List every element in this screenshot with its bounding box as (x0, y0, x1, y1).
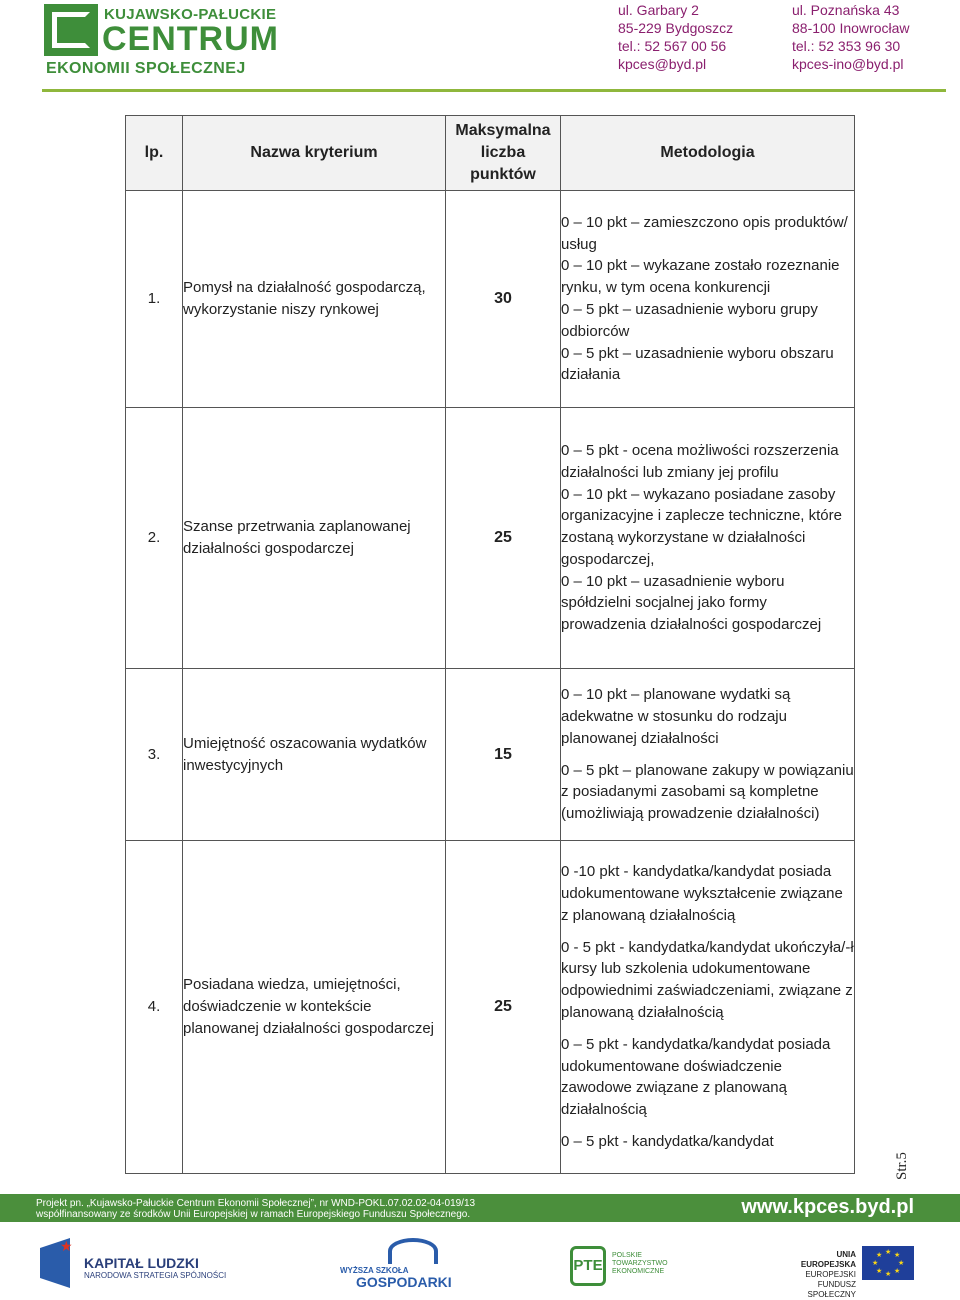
pte-logo-icon: PTE (570, 1246, 606, 1286)
wsg-logo-icon (388, 1238, 438, 1264)
table-row (126, 669, 855, 841)
row-number: 4. (126, 841, 183, 1174)
address-line: tel.: 52 567 00 56 (618, 38, 727, 54)
eu-line: FUNDUSZ SPOŁECZNY (807, 1280, 856, 1299)
header-max-points (446, 116, 561, 191)
project-line: współfinansowany ze środków Unii Europejskiej w ramach Europejskiego Funduszu Społecznego. (36, 1209, 471, 1220)
project-line: Projekt pn. „Kujawsko-Pałuckie Centrum Ekonomii Społecznej”, nr WND-POKL.07.02.02-04-019/13 (36, 1198, 476, 1209)
kpces-logo (44, 4, 284, 80)
table-row (126, 191, 855, 408)
methodology-item: 0 -10 pkt - kandydatka/kandydat posiada udokumentowane wykształcenie związane z planowaną działalnością (561, 863, 843, 924)
max-points: 25 (446, 408, 561, 669)
footer-bar (0, 1194, 960, 1222)
address-line: 85-229 Bydgoszcz (618, 20, 734, 36)
methodology-spacer (561, 1121, 854, 1131)
header-criterion-name: Nazwa kryterium (183, 116, 446, 191)
criterion-name: Pomysł na działalność gospodarczą, wykorzystanie niszy rynkowej (183, 191, 446, 408)
eu-text (786, 1250, 856, 1300)
pte-line: POLSKIE (612, 1252, 642, 1259)
methodology-item: 0 – 10 pkt – planowane wydatki są adekwatne w stosunku do rodzaju planowanej działalności (561, 686, 791, 747)
criteria-table (125, 115, 855, 1174)
header-methodology: Metodologia (561, 116, 855, 191)
criterion-name: Szanse przetrwania zaplanowanej działalności gospodarczej (183, 408, 446, 669)
project-info (36, 1198, 475, 1220)
table-row (126, 841, 855, 1174)
header-max-line: Maksymalna (455, 122, 551, 139)
header-max-line: punktów (470, 166, 536, 183)
methodology-item: 0 – 5 pkt - ocena możliwości rozszerzenia działalności lub zmiany jej profilu (561, 441, 839, 481)
sponsor-logos (0, 1230, 960, 1299)
row-number: 2. (126, 408, 183, 669)
methodology-spacer (561, 750, 854, 760)
website-link[interactable]: www.kpces.byd.pl (741, 1196, 914, 1218)
methodology-item: 0 – 5 pkt – uzasadnienie wyboru grupy odbiorców (561, 301, 818, 340)
methodology-item: 0 – 5 pkt – planowane zakupy w powiązaniu z posiadanymi zasobami są kompletne (umożliwiają prowadzenie działalności) (561, 761, 854, 823)
methodology-cell (561, 669, 855, 841)
logo-line1: KUJAWSKO-PAŁUCKIE (104, 6, 277, 23)
wsg-title: WYŻSZA SZKOŁA (340, 1266, 409, 1275)
logo-line2: CENTRUM (102, 20, 279, 58)
row-number: 3. (126, 669, 183, 841)
row-number: 1. (126, 191, 183, 408)
methodology-cell (561, 841, 855, 1174)
methodology-item: 0 – 10 pkt – zamieszczono opis produktów/ usług (561, 213, 848, 253)
eu-line: EUROPEJSKI (805, 1270, 856, 1279)
max-points: 15 (446, 669, 561, 841)
pte-line: TOWARZYSTWO (612, 1260, 668, 1267)
pte-line: EKONOMICZNE (612, 1268, 665, 1275)
table-row (126, 408, 855, 669)
methodology-item: 0 – 5 pkt - kandydatka/kandydat posiada udokumentowane doświadczenie zawodowe związane z planowaną działalnością (561, 1035, 831, 1119)
methodology-item: 0 – 10 pkt – wykazano posiadane zasoby organizacyjne i zaplecze techniczne, które zostaną wykorzystane w działalności gospodarczej, (561, 485, 842, 568)
methodology-cell (561, 191, 855, 408)
address-inowroclaw (792, 1, 910, 73)
star-icon: ★ (60, 1238, 73, 1254)
methodology-item: 0 - 5 pkt - kandydatka/kandydat ukończyła/-ł kursy lub szkolenia udokumentowane odpowiednimi zaświadczeniami, związane z planowaną działalnością (561, 938, 854, 1021)
kapital-ludzki-title: KAPITAŁ LUDZKI (84, 1255, 199, 1271)
address-line: 88-100 Inowrocław (792, 20, 910, 36)
header-max-line: liczba (480, 144, 526, 161)
email-link[interactable]: kpces@byd.pl (618, 56, 707, 72)
methodology-spacer (561, 927, 854, 937)
address-line: ul. Poznańska 43 (792, 2, 900, 18)
kpces-logo-mark-icon (44, 4, 98, 56)
criterion-name: Umiejętność oszacowania wydatków inwestycyjnych (183, 669, 446, 841)
kapital-ludzki-subtitle: NARODOWA STRATEGIA SPÓJNOŚCI (84, 1271, 227, 1280)
address-line: tel.: 52 353 96 30 (792, 38, 901, 54)
address-bydgoszcz (618, 1, 733, 73)
methodology-item: 0 – 10 pkt – uzasadnienie wyboru spółdzielni socjalnej jako formy prowadzenia działalności gospodarczej (561, 572, 822, 634)
max-points: 30 (446, 191, 561, 408)
email-link[interactable]: kpces-ino@byd.pl (792, 56, 904, 72)
logo-line3: EKONOMII SPOŁECZNEJ (46, 60, 246, 77)
table-header-row (126, 116, 855, 191)
header-divider (42, 89, 946, 92)
methodology-item: 0 – 5 pkt – uzasadnienie wyboru obszaru działania (561, 344, 834, 384)
methodology-cell (561, 408, 855, 669)
page-header (0, 0, 960, 94)
header-lp: lp. (126, 116, 183, 191)
criterion-name: Posiadana wiedza, umiejętności, doświadczenie w kontekście planowanej działalności gospodarczej (183, 841, 446, 1174)
address-line: ul. Garbary 2 (618, 2, 699, 18)
methodology-item: 0 – 5 pkt - kandydatka/kandydat (561, 1132, 774, 1150)
eu-line: UNIA EUROPEJSKA (800, 1250, 856, 1269)
methodology-spacer (561, 1024, 854, 1034)
page-number: Str.5 (894, 1152, 910, 1180)
pte-text (612, 1252, 668, 1276)
eu-flag-icon: ★ ★ ★ ★ ★ ★ ★ ★ (862, 1246, 914, 1280)
methodology-item: 0 – 10 pkt – wykazane zostało rozeznanie rynku, w tym ocena konkurencji (561, 257, 840, 297)
wsg-subtitle: GOSPODARKI (356, 1274, 452, 1290)
max-points: 25 (446, 841, 561, 1174)
